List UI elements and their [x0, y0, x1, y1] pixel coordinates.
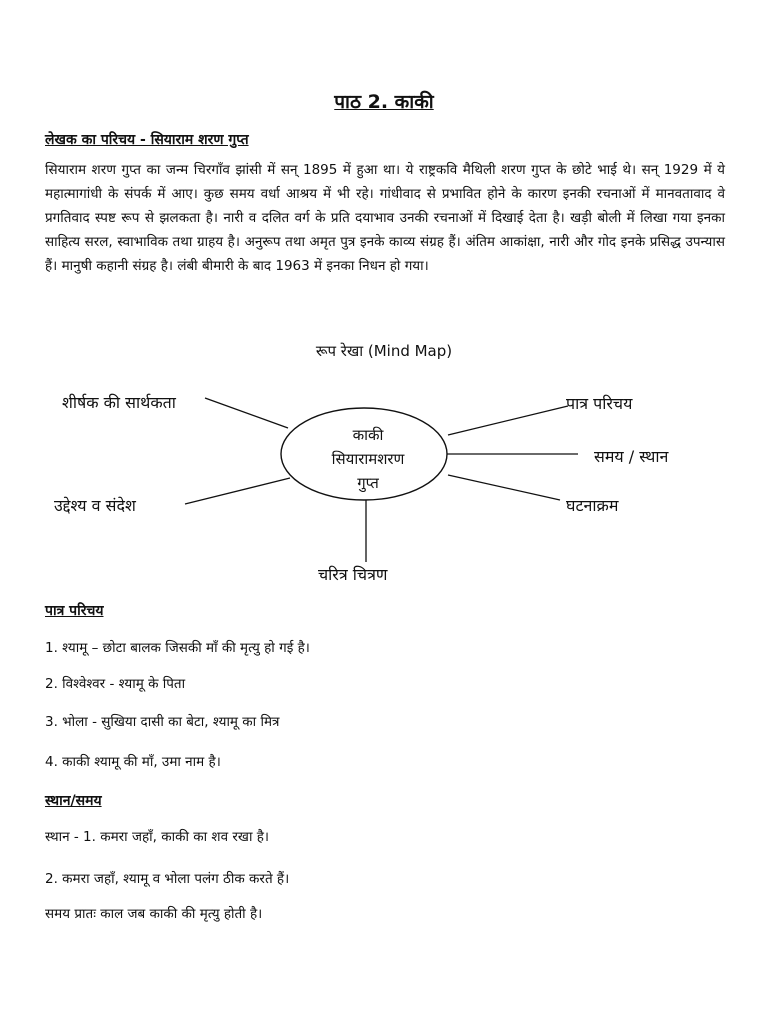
- character-item: 4. काकी श्यामू की माँ, उमा नाम है।: [45, 754, 221, 770]
- place-time-item: 2. कमरा जहाँ, श्यामू व भोला पलंग ठीक करते हैं।: [45, 871, 290, 887]
- character-item: 2. विश्वेश्वर - श्यामू के पिता: [45, 676, 186, 692]
- connector-top-right: [448, 406, 568, 435]
- page-title: पाठ 2. काकी: [334, 91, 434, 113]
- author-paragraph: सियाराम शरण गुप्त का जन्म चिरगाँव झांसी में सन् 1895 में हुआ था। ये राष्ट्रकवि मैथिली शरण गुप्त के छोटे भाई थे। सन् 1929 में ये महात्मागांधी के संपर्क में आए। कुछ समय वर्धा आश्रय में भी रहे। गांधीवाद से प्रभावित होने के कारण इनकी रचनाओं में मानवतावाद वे प्रगतिवाद स्पष्ट रूप से झलकता है। नारी व दलित वर्ग के प्रति दयाभाव उनकी रचनाओं में दिखाई देता है। खड़ी बोली में लिखा गया इनका साहित्य सरल, स्वाभाविक तथा ग्राहय है। अनुरूप तथा अमृत पुत्र इनके काव्य संग्रह हैं। अंतिम आकांक्षा, नारी और गोद इनके प्रसिद्ध उपन्यास हैं। मानुषी कहानी संग्रह है। लंबी बीमारी के बाद 1963 में इनका निधन हो गया।: [45, 162, 725, 274]
- characters-heading: पात्र परिचय: [45, 603, 104, 619]
- node-characterization: चरित्र चित्रण: [318, 565, 388, 584]
- mind-map-center-line-2: सियारामशरण: [331, 450, 405, 468]
- node-purpose-message: उद्देश्य व संदेश: [54, 496, 136, 515]
- character-item: 3. भोला - सुखिया दासी का बेटा, श्यामू का मित्र: [45, 714, 280, 730]
- connector-bottom-left: [185, 478, 290, 504]
- mind-map-center-line-3: गुप्त: [357, 474, 379, 492]
- node-sequence-of-events: घटनाक्रम: [566, 496, 619, 515]
- place-time-heading: स्थान/समय: [45, 793, 102, 809]
- node-time-place: समय / स्थान: [594, 447, 669, 466]
- node-title-significance: शीर्षक की सार्थकता: [62, 393, 176, 412]
- connector-bottom-right: [448, 475, 560, 500]
- connector-top-left: [205, 398, 288, 428]
- place-time-item: स्थान - 1. कमरा जहाँ, काकी का शव रखा है।: [45, 829, 270, 845]
- node-character-intro: पात्र परिचय: [566, 394, 633, 413]
- place-time-item: समय प्रातः काल जब काकी की मृत्यु होती है।: [45, 906, 263, 922]
- mind-map-title: रूप रेखा (Mind Map): [315, 342, 453, 360]
- character-item: 1. श्यामू – छोटा बालक जिसकी माँ की मृत्यु हो गई है।: [45, 640, 310, 656]
- mind-map-center-line-1: काकी: [352, 426, 384, 444]
- author-heading: लेखक का परिचय - सियाराम शरण गुप्त: [45, 132, 249, 148]
